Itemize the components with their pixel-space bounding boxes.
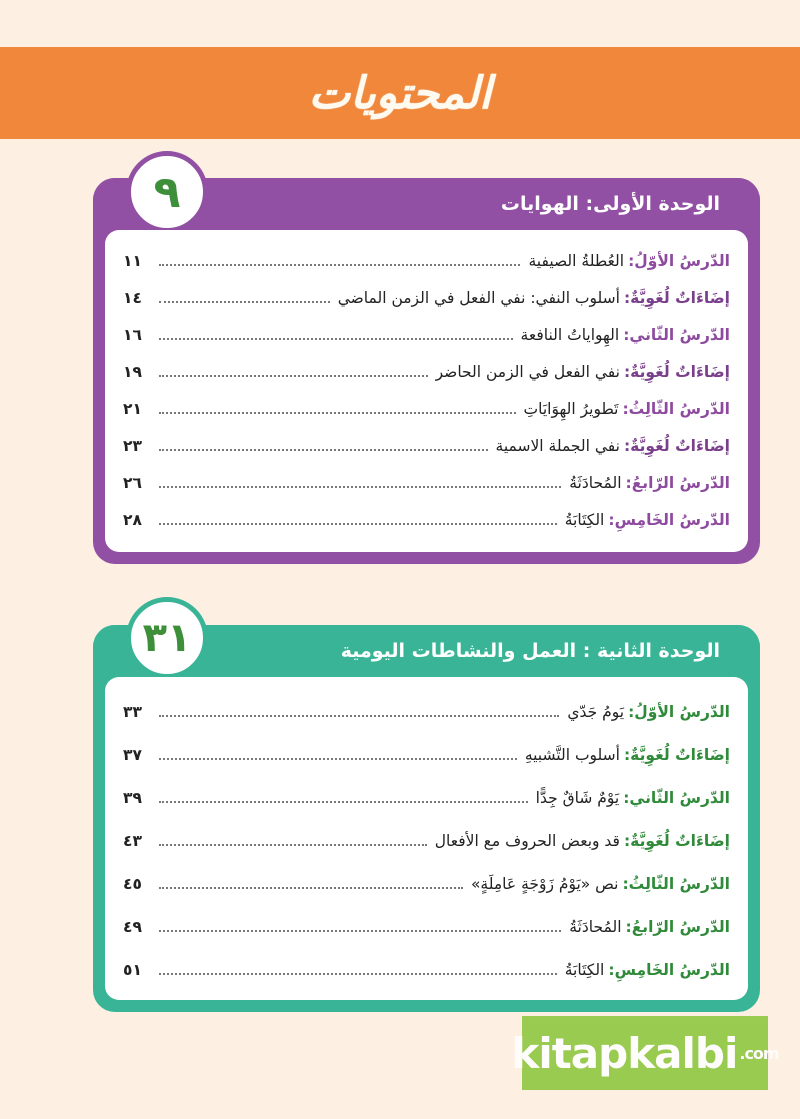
entry-topic: العُطلةُ الصيفية <box>528 252 625 270</box>
leader-dots <box>159 801 528 803</box>
entry-label: الدّرسُ الخَامِسِ: <box>608 961 730 979</box>
toc-entry[interactable] <box>123 699 730 725</box>
entry-page-number: ١٩ <box>123 363 142 381</box>
header-banner <box>0 47 800 139</box>
leader-dots <box>159 930 561 932</box>
toc-entry[interactable] <box>123 433 730 459</box>
entry-topic: الهِواياتُ النافعة <box>520 326 620 344</box>
entry-topic: الكِتَابَةُ <box>564 961 605 979</box>
entry-topic: يَومُ جَدّي <box>567 703 625 721</box>
unit-two-lesson-list <box>105 677 748 1000</box>
entry-page-number: ٢٣ <box>123 437 142 455</box>
watermark-logo <box>511 1016 779 1090</box>
entry-topic: نص «يَوْمُ زَوْجَةٍ عَامِلَةٍ» <box>470 875 619 893</box>
entry-topic: أسلوب النفي: نفي الفعل في الزمن الماضي <box>337 289 620 307</box>
entry-topic: قد وبعض الحروف مع الأفعال <box>434 832 620 850</box>
entry-label: إضَاءَاتٌ لُغَوِيَّةٌ: <box>623 363 730 381</box>
unit-two-title: الوحدة الثانية : العمل والنشاطات اليومية <box>340 640 720 662</box>
entry-page-number: ٣٩ <box>123 789 142 807</box>
leader-dots <box>159 375 428 377</box>
entry-topic: نفي الجملة الاسمية <box>495 437 620 455</box>
entry-page-number: ٢٨ <box>123 511 142 529</box>
entry-label: الدّرسُ الرّابعُ: <box>625 474 730 492</box>
entry-page-number: ١٤ <box>123 289 142 307</box>
watermark-text: kitapkalbi <box>511 1028 738 1078</box>
entry-page-number: ٢١ <box>123 400 142 418</box>
leader-dots <box>159 449 488 451</box>
entry-page-number: ٢٦ <box>123 474 142 492</box>
entry-topic: يَوْمٌ شَاقٌ جِدًّا <box>535 789 620 807</box>
entry-page-number: ١٦ <box>123 326 142 344</box>
toc-entry[interactable] <box>123 785 730 811</box>
entry-topic: تَطويرُ الهِوَايَاتِ <box>523 400 619 418</box>
leader-dots <box>159 264 520 266</box>
entry-label: الدّرسُ الخَامِسِ: <box>608 511 730 529</box>
page-title: المحتويات <box>308 67 492 119</box>
entry-label: الدّرسُ الرّابعُ: <box>625 918 730 936</box>
leader-dots <box>159 412 516 414</box>
leader-dots <box>159 758 517 760</box>
unit-one-lesson-list <box>105 230 748 552</box>
entry-topic: المُحادَثَةُ <box>569 474 622 492</box>
toc-entry[interactable] <box>123 285 730 311</box>
entry-label: الدّرسُ الثّاني: <box>623 326 730 344</box>
toc-entry[interactable] <box>123 359 730 385</box>
entry-page-number: ٤٩ <box>123 918 142 936</box>
toc-entry[interactable] <box>123 248 730 274</box>
leader-dots <box>159 973 557 975</box>
toc-entry[interactable] <box>123 742 730 768</box>
entry-label: إضَاءَاتٌ لُغَوِيَّةٌ: <box>623 437 730 455</box>
watermark-suffix: .com <box>739 1043 779 1063</box>
entry-page-number: ٥١ <box>123 961 142 979</box>
entry-label: إضَاءَاتٌ لُغَوِيَّةٌ: <box>623 832 730 850</box>
entry-page-number: ١١ <box>123 252 142 270</box>
entry-topic: المُحادَثَةُ <box>569 918 622 936</box>
leader-dots <box>159 301 330 303</box>
unit-two-card <box>93 615 760 1012</box>
entry-topic: الكِتَابَةُ <box>564 511 605 529</box>
toc-entry[interactable] <box>123 828 730 854</box>
entry-page-number: ٤٥ <box>123 875 142 893</box>
entry-label: الدّرسُ الأوّلُ: <box>628 252 730 270</box>
entry-page-number: ٣٧ <box>123 746 142 764</box>
toc-entry[interactable] <box>123 914 730 940</box>
leader-dots <box>159 338 513 340</box>
entry-label: الدّرسُ الثّالِثُ: <box>622 875 730 893</box>
leader-dots <box>159 844 427 846</box>
entry-label: الدّرسُ الأوّلُ: <box>628 703 730 721</box>
toc-entry[interactable] <box>123 957 730 983</box>
leader-dots <box>159 715 559 717</box>
toc-entry[interactable] <box>123 507 730 533</box>
leader-dots <box>159 486 561 488</box>
unit-one-page-badge: ٩ <box>126 151 208 233</box>
unit-one-card <box>93 166 760 564</box>
entry-label: إضَاءَاتٌ لُغَوِيَّةٌ: <box>623 289 730 307</box>
unit-two-page-badge: ٣١ <box>126 597 208 679</box>
unit-one-title: الوحدة الأولى: الهوايات <box>500 193 720 215</box>
entry-page-number: ٤٣ <box>123 832 142 850</box>
toc-entry[interactable] <box>123 470 730 496</box>
entry-label: الدّرسُ الثّاني: <box>623 789 730 807</box>
entry-label: الدّرسُ الثّالِثُ: <box>622 400 730 418</box>
toc-entry[interactable] <box>123 871 730 897</box>
toc-entry[interactable] <box>123 322 730 348</box>
entry-label: إضَاءَاتٌ لُغَوِيَّةٌ: <box>623 746 730 764</box>
leader-dots <box>159 523 557 525</box>
entry-topic: أسلوب التَّشبيهِ <box>524 746 620 764</box>
toc-entry[interactable] <box>123 396 730 422</box>
entry-page-number: ٣٣ <box>123 703 142 721</box>
leader-dots <box>159 887 463 889</box>
entry-topic: نفي الفعل في الزمن الحاضر <box>435 363 620 381</box>
